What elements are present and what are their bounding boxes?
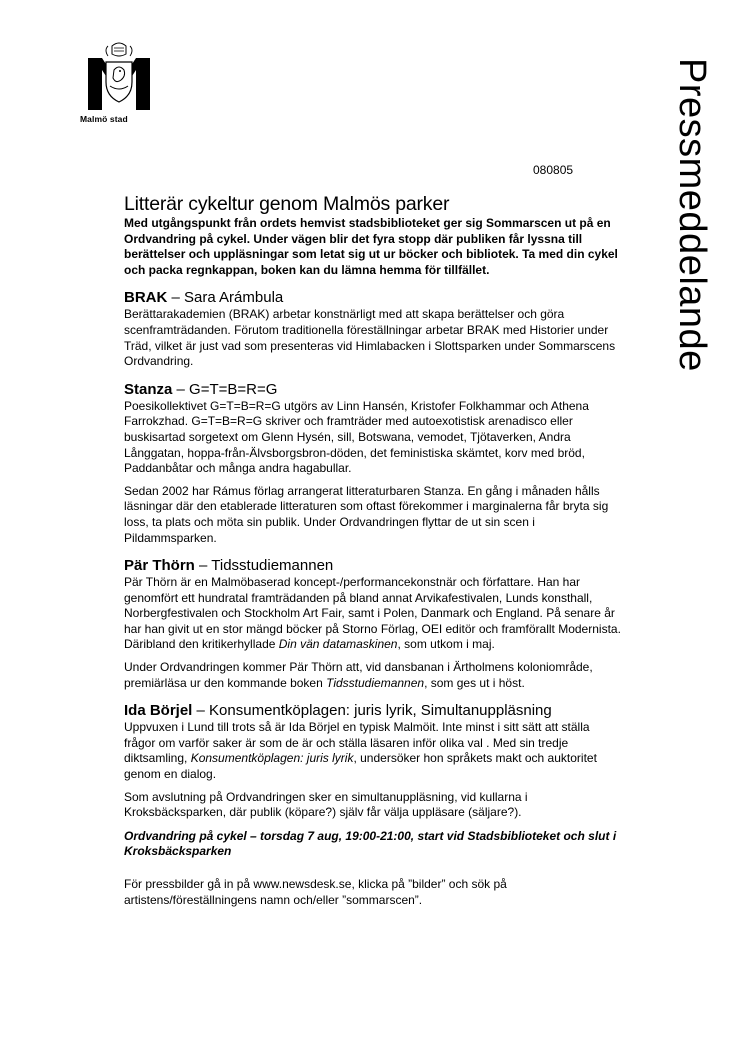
section-heading-name: BRAK <box>124 289 168 307</box>
section-heading-brak <box>124 289 624 307</box>
press-photo-note: För pressbilder gå in på www.newsdesk.se, klicka på ”bilder” och sök på artistens/föreställningens namn och/eller ”sommarscen”. <box>124 877 507 907</box>
logo-caption: Malmö stad <box>80 114 128 124</box>
section-heading-par-thorn <box>124 557 624 575</box>
section-heading-rest: – Tidsstudiemannen <box>194 557 334 575</box>
city-crest-icon <box>86 40 152 112</box>
section-heading-rest: – G=T=B=R=G <box>172 380 278 398</box>
book-title: Konsumentköplagen: juris lyrik <box>190 751 354 766</box>
section-paragraph <box>124 720 624 782</box>
release-date: 080805 <box>533 163 574 177</box>
section-heading-rest: – Sara Arámbula <box>167 289 284 307</box>
text-span: Pär Thörn är en Malmöbaserad koncept-/performancekonstnär och författare. Han har genomfört ett hundratal framträdanden på bland annat Arvikafestivalen, Lunds konsthall, Norbergfestivalen och Stockholm Art Fair, samt i Polen, Danmark och England. På senare år har han givit ut en stor mängd böcker på Storno Förlag, OEI editör och framförallt Modernista. Däribland den kritikerhyllade <box>124 575 621 652</box>
book-title: Din vän datamaskinen <box>278 637 398 652</box>
section-heading-name: Pär Thörn <box>124 557 195 575</box>
article-body <box>124 193 624 908</box>
section-paragraph <box>124 575 624 653</box>
section-paragraph: Som avslutning på Ordvandringen sker en simultanuppläsning, vid kullarna i Kroksbäcksparken, där publik (köpare?) själv får välja uppläsare (säljare?). <box>124 789 528 820</box>
press-release-label: Pressmeddelande <box>671 58 713 372</box>
section-paragraph: Sedan 2002 har Rámus förlag arrangerat litteraturbaren Stanza. En gång i månaden hålls läsningar där den etablerade litteraturen som oftast förekommer i marginalerna får bryta sig loss, ta plats och möta sin publik. Under Ordvandringen flyttar de ut sin scen i Pildammsparken. <box>124 483 609 545</box>
text-span: , som utkom i maj. <box>397 637 495 652</box>
book-title: Tidsstudiemannen <box>326 675 425 690</box>
malmo-stad-logo <box>86 40 152 112</box>
text-span: , som ges ut i höst. <box>424 675 525 690</box>
section-heading-rest: – Konsumentköplagen: juris lyrik, Simultanuppläsning <box>192 702 552 720</box>
section-heading-ida-borjel <box>124 702 624 720</box>
text-span: Uppvuxen i Lund till trots så är Ida Börjel en typisk Malmöit. Inte minst i sitt sätt att ställa frågor om varför saker är som de är och ställa läsaren inför olika val . Med sin tredje diktsamling, <box>124 720 590 766</box>
section-heading-name: Ida Börjel <box>124 702 193 720</box>
section-paragraph: Poesikollektivet G=T=B=R=G utgörs av Linn Hansén, Kristofer Folkhammar och Athena Farrokzhad. G=T=B=R=G skriver och framträder med autoexotistisk arenadisco eller buskisartad sorgetext om Glenn Hysén, sill, Botswana, vemodet, Tjötaverken, Andra Långgatan, hoppa-från-Älvsborgsbron-döden, det feministiska skämtet, korv med bröd, Paddanbåtar och många andra hagabullar. <box>124 398 589 476</box>
section-paragraph: Berättarakademien (BRAK) arbetar konstnärligt med att skapa berättelser och göra scenframträdanden. Förutom traditionella föreställningar arbetar BRAK med Historier under Träd, vilket är just vad som presenteras vid Himlabacken i Slottsparken under Sommarscens Ordvandring. <box>124 307 616 369</box>
text-span: Under Ordvandringen kommer Pär Thörn att, vid dansbanan i Ärtholmens koloniområde, premiärläsa ur den kommande boken <box>124 660 593 690</box>
section-paragraph <box>124 660 624 691</box>
article-lead: Med utgångspunkt från ordets hemvist stadsbiblioteket ger sig Sommarscen ut på en Ordvandring på cykel. Under vägen blir det fyra stopp där publiken får lyssna till berättelser och uppläsningar som letat sig ut ur böcker och bibliotek. Ta med din cykel och packa regnkappan, boken kan du lämna hemma för tillfället. <box>124 216 618 277</box>
text-span: , undersöker hon språkets makt och auktoritet genom en dialog. <box>124 751 597 782</box>
event-info: Ordvandring på cykel – torsdag 7 aug, 19:00-21:00, start vid Stadsbiblioteket och slut i Kroksbäcksparken <box>124 828 617 859</box>
article-title: Litterär cykeltur genom Malmös parker <box>124 193 450 215</box>
section-heading-stanza <box>124 381 624 399</box>
section-heading-name: Stanza <box>124 380 173 398</box>
